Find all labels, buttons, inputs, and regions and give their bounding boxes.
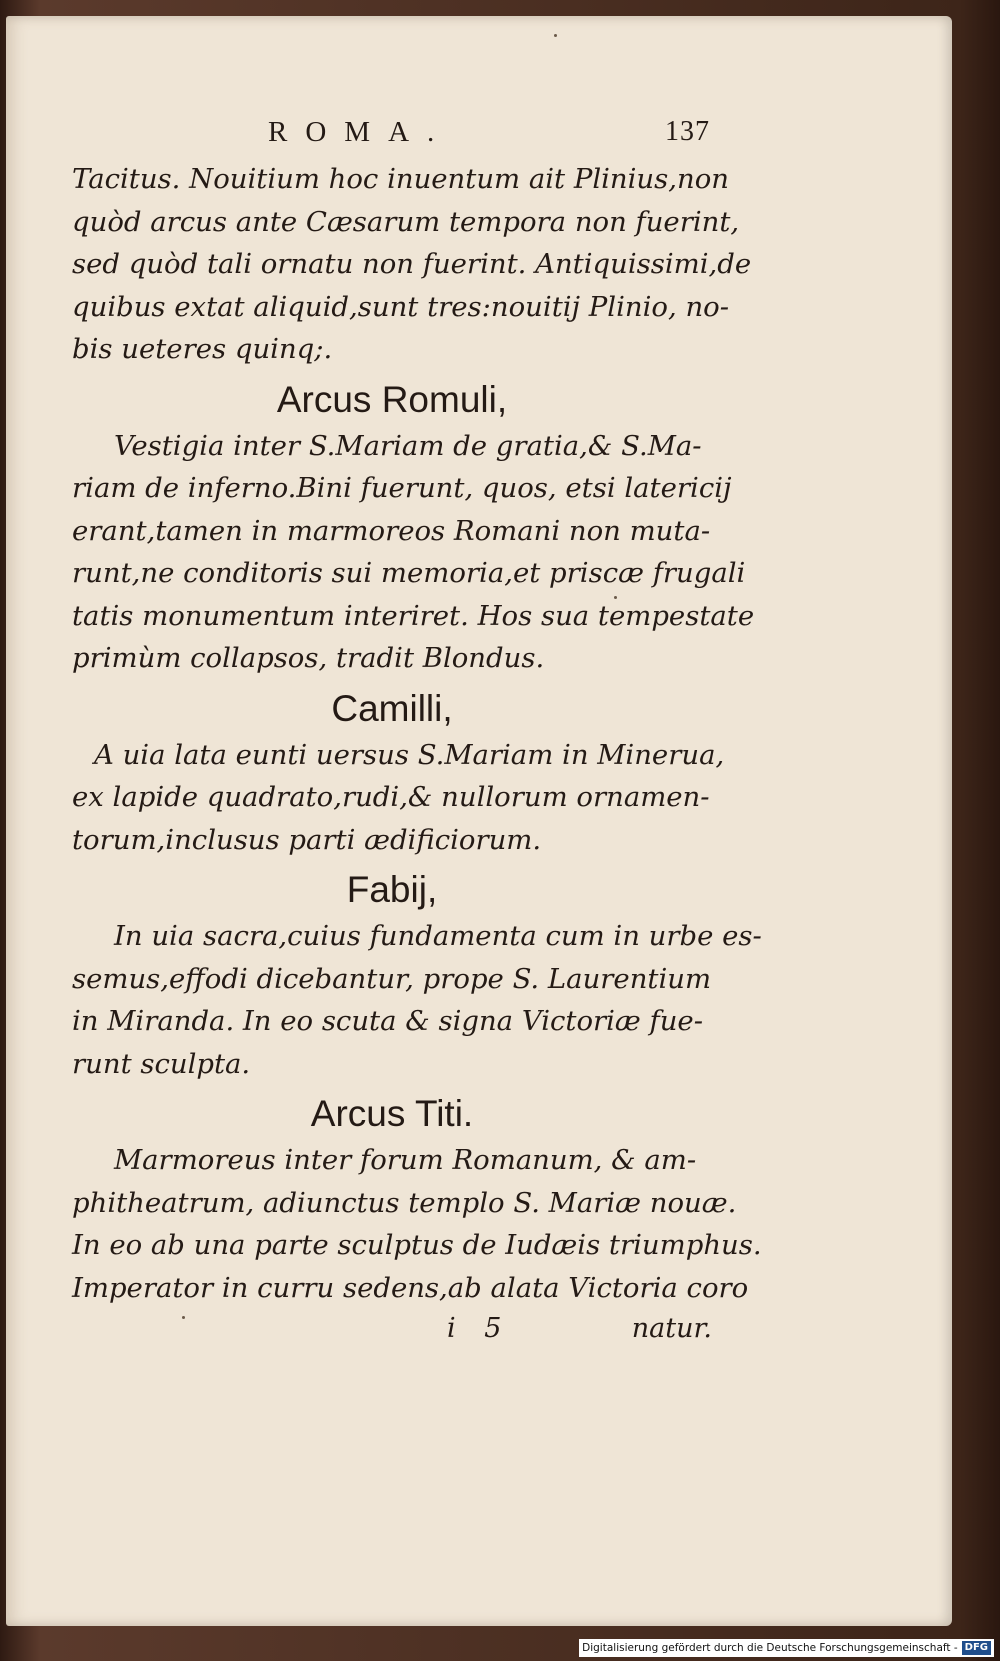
- text-line: sed quòd tali ornatu non fuerint. Antiquissimi,de: [72, 248, 752, 280]
- credit-text: Digitalisierung gefördert durch die Deutsche Forschungsgemeinschaft -: [582, 1642, 958, 1654]
- signature-line: [72, 1309, 712, 1353]
- text-line: tatis monumentum interiret. Hos sua tempestate: [72, 599, 755, 632]
- text-line: A uia lata eunti uersus S.Mariam in Minerua,: [94, 738, 725, 771]
- text-line: quòd arcus ante Cæsarum tempora non fuerint,: [72, 205, 740, 238]
- page-text: [72, 116, 762, 1353]
- text-line: bis ueteres quinq;.: [72, 333, 333, 365]
- text-line: torum,inclusus parti ædificiorum.: [72, 823, 542, 856]
- text-line: Marmoreus inter forum Romanum, & am-: [114, 1144, 697, 1176]
- section-body: [72, 915, 762, 1085]
- section-body: [72, 734, 725, 862]
- text-line: in Miranda. In eo scuta & signa Victoriæ fue-: [72, 1005, 703, 1037]
- text-line: runt sculpta.: [72, 1047, 251, 1080]
- section-heading: Arcus Titi.: [310, 1093, 474, 1134]
- paragraph-intro: [72, 158, 752, 371]
- text-line: In uia sacra,cuius fundamenta cum in urbe es-: [114, 920, 762, 952]
- section-body: [72, 425, 755, 680]
- text-line: primùm collapsos, tradit Blondus.: [72, 642, 545, 674]
- section-body: [72, 1139, 762, 1309]
- digitization-credit: [579, 1639, 994, 1657]
- book-page: [6, 16, 952, 1626]
- page-number: 137: [665, 116, 710, 147]
- text-line: runt,ne conditoris sui memoria,et priscæ frugali: [72, 557, 746, 589]
- text-line: In eo ab una parte sculptus de Iudæis triumphus.: [72, 1229, 762, 1261]
- section-heading: Fabij,: [346, 869, 438, 910]
- ink-speck: [554, 34, 557, 37]
- text-line: Vestigia inter S.Mariam de gratia,& S.Ma-: [114, 429, 702, 462]
- section-heading: Camilli,: [331, 687, 453, 729]
- text-line: ex lapide quadrato,rudi,& nullorum ornamen-: [72, 781, 710, 813]
- text-line: phitheatrum, adiunctus templo S. Mariæ nouæ.: [72, 1186, 737, 1219]
- section-heading: Arcus Romuli,: [276, 378, 508, 420]
- text-line: Tacitus. Nouitium hoc inuentum ait Plinius,non: [72, 163, 729, 195]
- text-line: quibus extat aliquid,sunt tres:nouitij Plinio, no-: [72, 290, 730, 323]
- signature-mark: i 5: [447, 1313, 512, 1344]
- catchword: natur.: [631, 1313, 712, 1344]
- text-line: Imperator in curru sedens,ab alata Victoria coro: [72, 1271, 749, 1304]
- text-line: semus,effodi dicebantur, prope S. Laurentium: [72, 962, 712, 995]
- text-line: erant,tamen in marmoreos Romani non muta-: [72, 514, 711, 547]
- text-line: riam de inferno.Bini fuerunt, quos, etsi latericij: [72, 472, 732, 504]
- running-head: [72, 116, 712, 158]
- running-title: ROMA.: [268, 116, 453, 148]
- dfg-logo: DFG: [962, 1641, 991, 1655]
